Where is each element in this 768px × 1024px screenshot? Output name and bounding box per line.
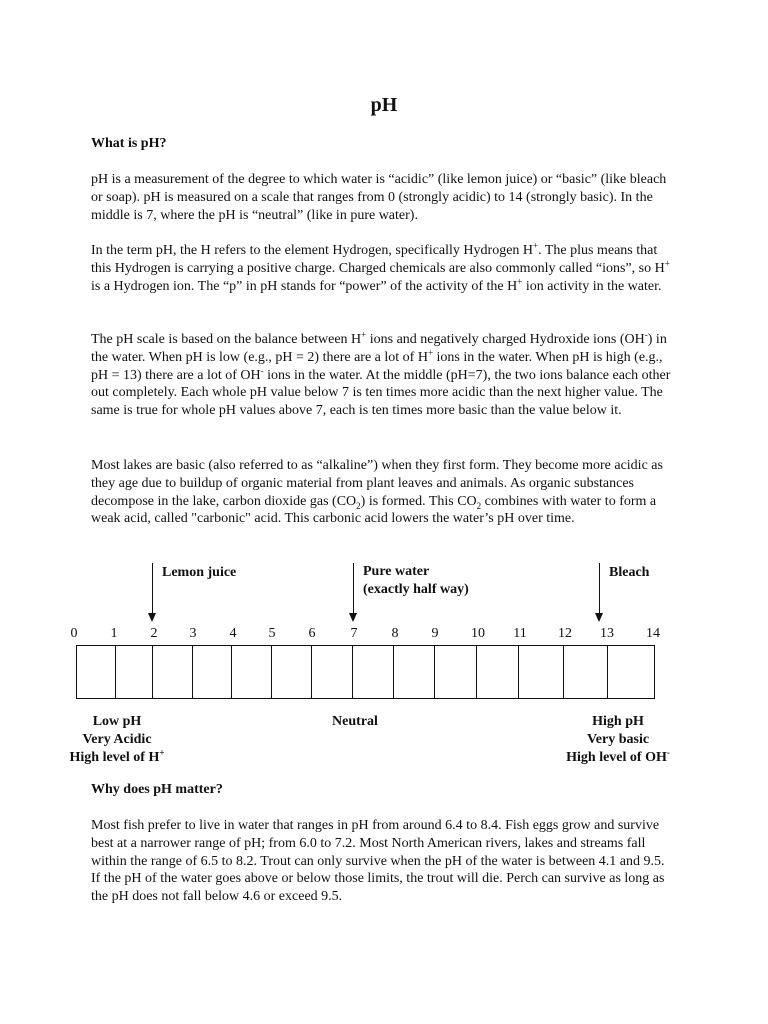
low-ph-label (60, 713, 174, 767)
marker-label-lemon-juice: Lemon juice (162, 565, 237, 580)
arrowhead-bleach (595, 613, 603, 622)
scale-tick-4: 4 (229, 626, 237, 641)
scale-tick-8: 8 (391, 626, 399, 641)
ph-scale-bar (76, 645, 655, 699)
scale-cell-divider (152, 645, 153, 699)
low-ph-line1: Low pH (92, 714, 142, 729)
neutral-label: Neutral (332, 714, 378, 729)
scale-tick-10: 10 (471, 626, 485, 641)
scale-cell-divider (476, 645, 477, 699)
scale-tick-3: 3 (189, 626, 197, 641)
scale-cell-divider (231, 645, 232, 699)
high-ph-line1: High pH (592, 714, 644, 729)
scale-cell-divider (563, 645, 564, 699)
scale-tick-9: 9 (431, 626, 439, 641)
scale-cell-divider (607, 645, 608, 699)
high-ph-label (555, 713, 681, 767)
marker-label-bleach: Bleach (609, 565, 650, 580)
scale-cell-divider (115, 645, 116, 699)
scale-tick-11: 11 (513, 626, 527, 641)
scale-cell-divider (518, 645, 519, 699)
scale-tick-1: 1 (110, 626, 118, 641)
marker-label-pure-water (363, 563, 469, 599)
low-ph-line3: High level of H+ (69, 747, 165, 765)
scale-cell-divider (192, 645, 193, 699)
paragraph-fish: Most fish prefer to live in water that ranges in pH from around 6.4 to 8.4. Fish eggs grow and survive best at a narrower range of pH; from 6.0 to 7.2. Most North American rivers, lakes and streams fall within the range of 6.5 to 8.2. Trout can only survive when the pH of the water is between 4.1 and 9.5. If the pH of the water goes above or below those limits, the trout will die. Perch can survive as long as the pH does not fall below 4.6 or exceed 9.5. (91, 818, 665, 905)
low-ph-line2: Very Acidic (82, 732, 152, 747)
scale-tick-12: 12 (558, 626, 572, 641)
paragraph-scale-balance: The pH scale is based on the balance between H+ ions and negatively charged Hydroxide ions (OH-) in the water. When pH is low (e.g., pH = 2) there are a lot of H+ ions in the water. When pH is high (e.g., pH = 13) there are a lot of OH- ions in the water. At the middle (pH=7), the two ions balance each other out completely. Each whole pH value below 7 is ten times more acidic than the next higher value. The same is true for whole pH values above 7, each is ten times more basic than the value below it. (91, 329, 671, 419)
scale-tick-6: 6 (308, 626, 316, 641)
section-heading-what-is-ph: What is pH? (91, 136, 167, 151)
page-title: pH (370, 94, 398, 116)
scale-cell-divider (311, 645, 312, 699)
scale-tick-13: 13 (600, 626, 614, 641)
arrowhead-lemon-juice (148, 613, 156, 622)
high-ph-line2: Very basic (586, 732, 650, 747)
marker-label-pure-water-line2: (exactly half way) (363, 582, 469, 597)
scale-tick-0: 0 (70, 626, 78, 641)
scale-tick-14: 14 (646, 626, 660, 641)
paragraph-definition: pH is a measurement of the degree to which water is “acidic” (like lemon juice) or “basic” (like bleach or soap). pH is measured on a scale that ranges from 0 (strongly acidic) to 14 (strongly basic). In the middle is 7, where the pH is “neutral” (like in pure water). (91, 172, 667, 223)
scale-cell-divider (393, 645, 394, 699)
arrow-bleach (599, 563, 600, 615)
scale-tick-7: 7 (350, 626, 358, 641)
paragraph-hydrogen: In the term pH, the H refers to the element Hydrogen, specifically Hydrogen H+. The plus means that this Hydrogen is carrying a positive charge. Charged chemicals are also commonly called “ions”, so H+ is a Hydrogen ion. The “p” in pH stands for “power” of the activity of the H+ ion activity in the water. (91, 240, 670, 294)
scale-tick-2: 2 (150, 626, 158, 641)
scale-tick-5: 5 (268, 626, 276, 641)
scale-cell-divider (271, 645, 272, 699)
arrowhead-pure-water (349, 613, 357, 622)
scale-cell-divider (352, 645, 353, 699)
marker-label-pure-water-line1: Pure water (363, 564, 430, 579)
high-ph-line3: High level of OH- (566, 747, 670, 765)
scale-cell-divider (434, 645, 435, 699)
paragraph-lakes: Most lakes are basic (also referred to as “alkaline”) when they first form. They become more acidic as they age due to buildup of organic material from plant leaves and animals. As organic substances decompose in the lake, carbon dioxide gas $(CO_2)$ is formed. This $CO_2$ combines with water to form a weak acid, called "carbonic" acid. This carbonic acid lowers the water’s pH over time. (91, 458, 663, 527)
arrow-pure-water (353, 563, 354, 615)
arrow-lemon-juice (152, 563, 153, 615)
section-heading-why-ph-matters: Why does pH matter? (91, 782, 223, 797)
